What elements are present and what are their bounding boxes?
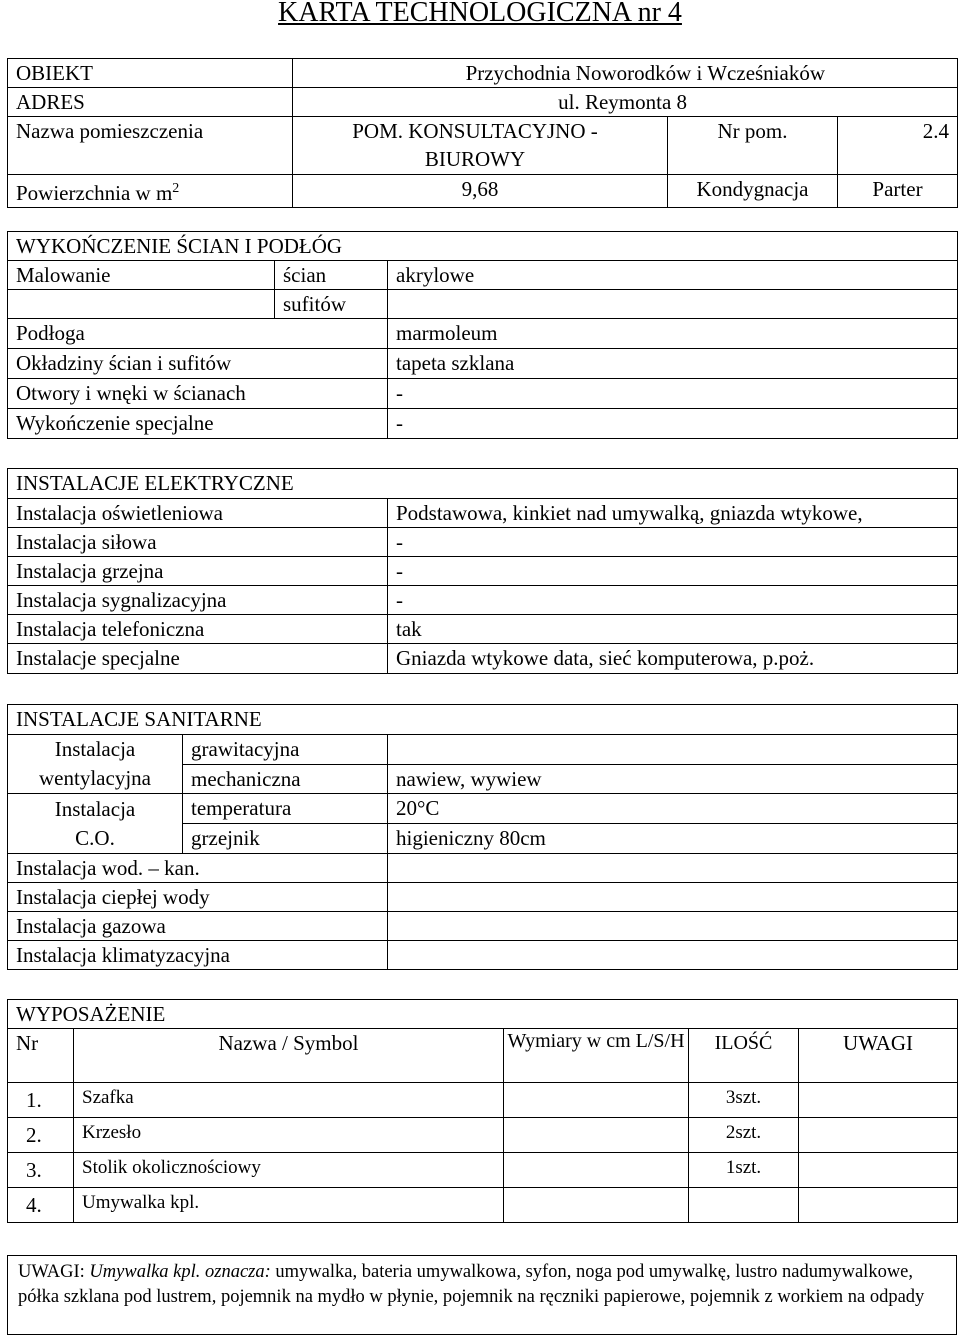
item-wymiary bbox=[504, 1188, 689, 1223]
item-uwagi bbox=[799, 1118, 958, 1153]
scian-label: ścian bbox=[275, 261, 388, 290]
item-nazwa: Stolik okolicznościowy bbox=[74, 1153, 504, 1188]
electric-label: Instalacja oświetleniowa bbox=[8, 499, 388, 528]
item-nazwa: Krzesło bbox=[74, 1118, 504, 1153]
table-row bbox=[8, 1118, 958, 1153]
electric-label: Instalacja grzejna bbox=[8, 557, 388, 586]
equipment-heading: WYPOSAŻENIE bbox=[8, 1000, 958, 1029]
electric-label: Instalacja sygnalizacyjna bbox=[8, 586, 388, 615]
mechaniczna-value: nawiew, wywiew bbox=[388, 764, 958, 794]
sufitow-label: sufitów bbox=[275, 290, 388, 319]
nazwa-value: POM. KONSULTACYJNO - BIUROWY bbox=[293, 117, 668, 175]
table-row bbox=[8, 1188, 958, 1223]
electric-label: Instalacja telefoniczna bbox=[8, 615, 388, 644]
gazowa-label: Instalacja gazowa bbox=[8, 912, 388, 941]
item-uwagi bbox=[799, 1188, 958, 1223]
electric-value: - bbox=[388, 528, 958, 557]
obiekt-value: Przychodnia Noworodków i Wcześniaków bbox=[293, 59, 958, 88]
powierzchnia-value: 9,68 bbox=[293, 175, 668, 208]
kondygnacja-value: Parter bbox=[838, 175, 958, 208]
obiekt-label: OBIEKT bbox=[8, 59, 293, 88]
akrylowe-value: akrylowe bbox=[388, 261, 958, 290]
notes-label: UWAGI: bbox=[18, 1262, 85, 1282]
electric-value: tak bbox=[388, 615, 958, 644]
nr-pom-label: Nr pom. bbox=[668, 117, 838, 175]
okladziny-value: tapeta szklana bbox=[388, 349, 958, 379]
kondygnacja-label: Kondygnacja bbox=[668, 175, 838, 208]
nr-pom-value: 2.4 bbox=[838, 117, 958, 175]
temperatura-value: 20°C bbox=[388, 794, 958, 824]
electric-value: - bbox=[388, 586, 958, 615]
klima-label: Instalacja klimatyzacyjna bbox=[8, 941, 388, 970]
item-nr: 1. bbox=[8, 1083, 74, 1118]
electric-value: - bbox=[388, 557, 958, 586]
malowanie-label: Malowanie bbox=[8, 261, 275, 290]
podloga-value: marmoleum bbox=[388, 319, 958, 349]
item-wymiary bbox=[504, 1118, 689, 1153]
temperatura-label: temperatura bbox=[183, 794, 388, 824]
grzejnik-value: higieniczny 80cm bbox=[388, 824, 958, 854]
finish-table bbox=[7, 231, 958, 439]
otwory-value: - bbox=[388, 379, 958, 409]
adres-label: ADRES bbox=[8, 88, 293, 117]
item-nazwa: Umywalka kpl. bbox=[74, 1188, 504, 1223]
wodkan-label: Instalacja wod. – kan. bbox=[8, 854, 388, 883]
equipment-table bbox=[7, 999, 958, 1223]
item-nr: 3. bbox=[8, 1153, 74, 1188]
electric-value: Gniazda wtykowe data, sieć komputerowa, p.poż. bbox=[388, 644, 958, 674]
page-title: KARTA TECHNOLOGICZNA nr 4 bbox=[278, 0, 682, 28]
item-nr: 4. bbox=[8, 1188, 74, 1223]
item-ilosc bbox=[689, 1188, 799, 1223]
notes-italic: Umywalka kpl. oznacza: bbox=[89, 1262, 271, 1282]
adres-value: ul. Reymonta 8 bbox=[293, 88, 958, 117]
sanitary-table bbox=[7, 704, 958, 970]
electric-value: Podstawowa, kinkiet nad umywalką, gniazda wtykowe, bbox=[388, 499, 958, 528]
podloga-label: Podłoga bbox=[8, 319, 388, 349]
cieplej-label: Instalacja ciepłej wody bbox=[8, 883, 388, 912]
wentylacja-label: Instalacja wentylacyjna bbox=[8, 735, 183, 794]
notes-text: umywalka, bateria umywalkowa, syfon, noga pod umywalkę, lustro nadumywalkowe, półka szklana pod lustrem, pojemnik na mydło w płynie, pojemnik na ręczniki papierowe, pojemnik z workiem na odpady bbox=[18, 1262, 925, 1307]
co-label: Instalacja C.O. bbox=[8, 794, 183, 854]
item-uwagi bbox=[799, 1153, 958, 1188]
item-ilosc: 3szt. bbox=[689, 1083, 799, 1118]
col-ilosc: ILOŚĆ bbox=[689, 1029, 799, 1083]
mechaniczna-label: mechaniczna bbox=[183, 764, 388, 794]
wykonczenie-label: Wykończenie specjalne bbox=[8, 409, 388, 439]
electric-heading: INSTALACJE ELEKTRYCZNE bbox=[8, 469, 958, 499]
col-uwagi: UWAGI bbox=[799, 1029, 958, 1083]
notes-box bbox=[7, 1255, 957, 1335]
header-table bbox=[7, 58, 958, 208]
electric-label: Instalacja siłowa bbox=[8, 528, 388, 557]
powierzchnia-label: Powierzchnia w $m^2$ bbox=[8, 175, 293, 208]
otwory-label: Otwory i wnęki w ścianach bbox=[8, 379, 388, 409]
grzejnik-label: grzejnik bbox=[183, 824, 388, 854]
table-row bbox=[8, 1083, 958, 1118]
item-wymiary bbox=[504, 1083, 689, 1118]
sanitary-heading: INSTALACJE SANITARNE bbox=[8, 705, 958, 735]
col-nr: Nr bbox=[8, 1029, 74, 1083]
item-wymiary bbox=[504, 1153, 689, 1188]
electric-label: Instalacje specjalne bbox=[8, 644, 388, 674]
electric-table bbox=[7, 468, 958, 674]
grawitacyjna-value bbox=[388, 735, 958, 765]
item-ilosc: 1szt. bbox=[689, 1153, 799, 1188]
item-uwagi bbox=[799, 1083, 958, 1118]
table-row bbox=[8, 1153, 958, 1188]
finish-heading: WYKOŃCZENIE ŚCIAN I PODŁÓG bbox=[8, 232, 958, 261]
okladziny-label: Okładziny ścian i sufitów bbox=[8, 349, 388, 379]
nazwa-label: Nazwa pomieszczenia bbox=[8, 117, 293, 175]
item-nr: 2. bbox=[8, 1118, 74, 1153]
item-ilosc: 2szt. bbox=[689, 1118, 799, 1153]
wykonczenie-value: - bbox=[388, 409, 958, 439]
item-nazwa: Szafka bbox=[74, 1083, 504, 1118]
grawitacyjna-label: grawitacyjna bbox=[183, 735, 388, 765]
col-wymiary: Wymiary w cm L/S/H bbox=[504, 1029, 689, 1083]
col-nazwa: Nazwa / Symbol bbox=[74, 1029, 504, 1083]
